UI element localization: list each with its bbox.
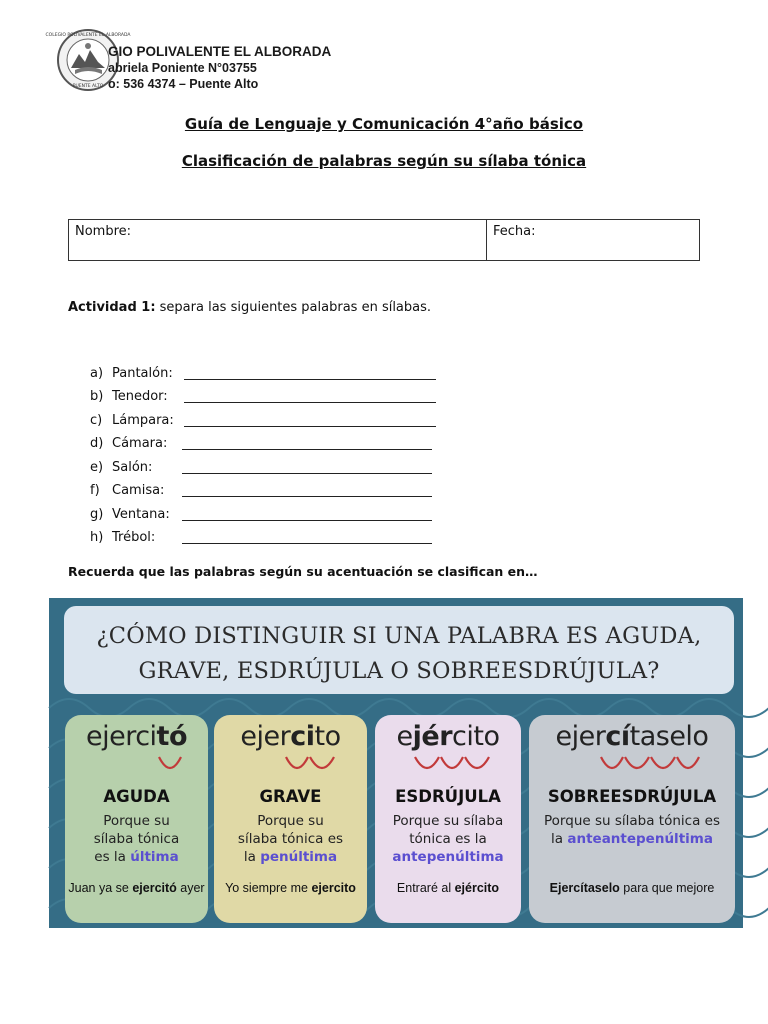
question-line-1: ¿CÓMO DISTINGUIR SI UNA PALABRA ES AGUDA, <box>96 623 702 649</box>
school-address: abriela Poniente N°03755 <box>108 61 257 75</box>
school-phone: o: 536 4374 – Puente Alto <box>108 77 259 91</box>
question-banner <box>64 606 734 694</box>
list-item: h) Trébol: <box>90 530 112 550</box>
list-item: a) Pantalón: <box>90 366 112 386</box>
activity-label: Actividad 1: <box>68 300 156 315</box>
category-description: Porque su sílaba tónica es la antepenúltima <box>392 813 504 865</box>
name-field-label: Nombre: <box>75 224 132 239</box>
answer-line[interactable] <box>182 496 432 497</box>
answer-line[interactable] <box>184 426 436 427</box>
example-sentence: Yo siempre me ejercito <box>225 881 356 895</box>
logo-text-top: COLEGIO POLIVALENTE EL ALBORADA <box>45 33 131 38</box>
answer-line[interactable] <box>182 473 432 474</box>
guide-title: Guía de Lenguaje y Comunicación 4°año básico <box>184 115 584 133</box>
syllable-arcs <box>529 755 735 779</box>
reminder-text: Recuerda que las palabras según su acentuación se clasifican en… <box>68 564 538 579</box>
example-word: ejercito <box>240 721 341 752</box>
syllable-arcs <box>214 755 367 779</box>
card-grave <box>214 715 367 923</box>
example-sentence: Juan ya se ejercitó ayer <box>68 881 205 895</box>
guide-subtitle: Clasificación de palabras según su sílaba tónica <box>181 152 587 170</box>
answer-line[interactable] <box>182 543 432 544</box>
question-line-2: GRAVE, ESDRÚJULA O SOBREESDRÚJULA? <box>138 658 660 684</box>
activity-text: separa las siguientes palabras en sílabas. <box>155 300 432 315</box>
category-name: ESDRÚJULA <box>395 787 501 806</box>
list-item: e) Salón: <box>90 460 112 480</box>
list-item: f) Camisa: <box>90 483 112 503</box>
answer-line[interactable] <box>184 379 436 380</box>
logo-text-bottom: PUENTE ALTO <box>72 84 104 89</box>
list-item: d) Cámara: <box>90 436 112 456</box>
answer-line[interactable] <box>182 520 432 521</box>
example-word: ejercitó <box>85 721 188 752</box>
card-aguda <box>65 715 208 923</box>
activity-instruction <box>68 300 431 315</box>
list-item: b) Tenedor: <box>90 389 112 409</box>
name-date-box <box>68 219 700 261</box>
category-name: SOBREESDRÚJULA <box>547 787 717 806</box>
list-item: c) Lámpara: <box>90 413 112 433</box>
example-sentence: Entraré al ejército <box>396 881 500 895</box>
card-esdrujula <box>375 715 521 923</box>
syllable-arcs <box>65 755 208 779</box>
school-name: GIO POLIVALENTE EL ALBORADA <box>108 44 332 59</box>
card-sobreesdrujula <box>529 715 735 923</box>
accent-infographic <box>49 598 743 928</box>
syllable-arcs <box>375 755 521 779</box>
list-item: g) Ventana: <box>90 507 112 527</box>
category-description: Porque su sílaba tónica es la anteantepenúltima <box>544 813 720 847</box>
date-field-label: Fecha: <box>493 224 536 239</box>
answer-line[interactable] <box>184 402 436 403</box>
category-description: Porque su sílaba tónica es la última <box>93 813 180 865</box>
category-description: Porque su sílaba tónica es la penúltima <box>237 813 344 865</box>
example-word: ejercítaselo <box>555 721 709 752</box>
answer-line[interactable] <box>182 449 432 450</box>
example-word: ejército <box>396 721 500 752</box>
example-sentence: Ejercítaselo para que mejore <box>549 881 715 895</box>
category-name: AGUDA <box>103 787 170 806</box>
category-name: GRAVE <box>259 787 322 806</box>
